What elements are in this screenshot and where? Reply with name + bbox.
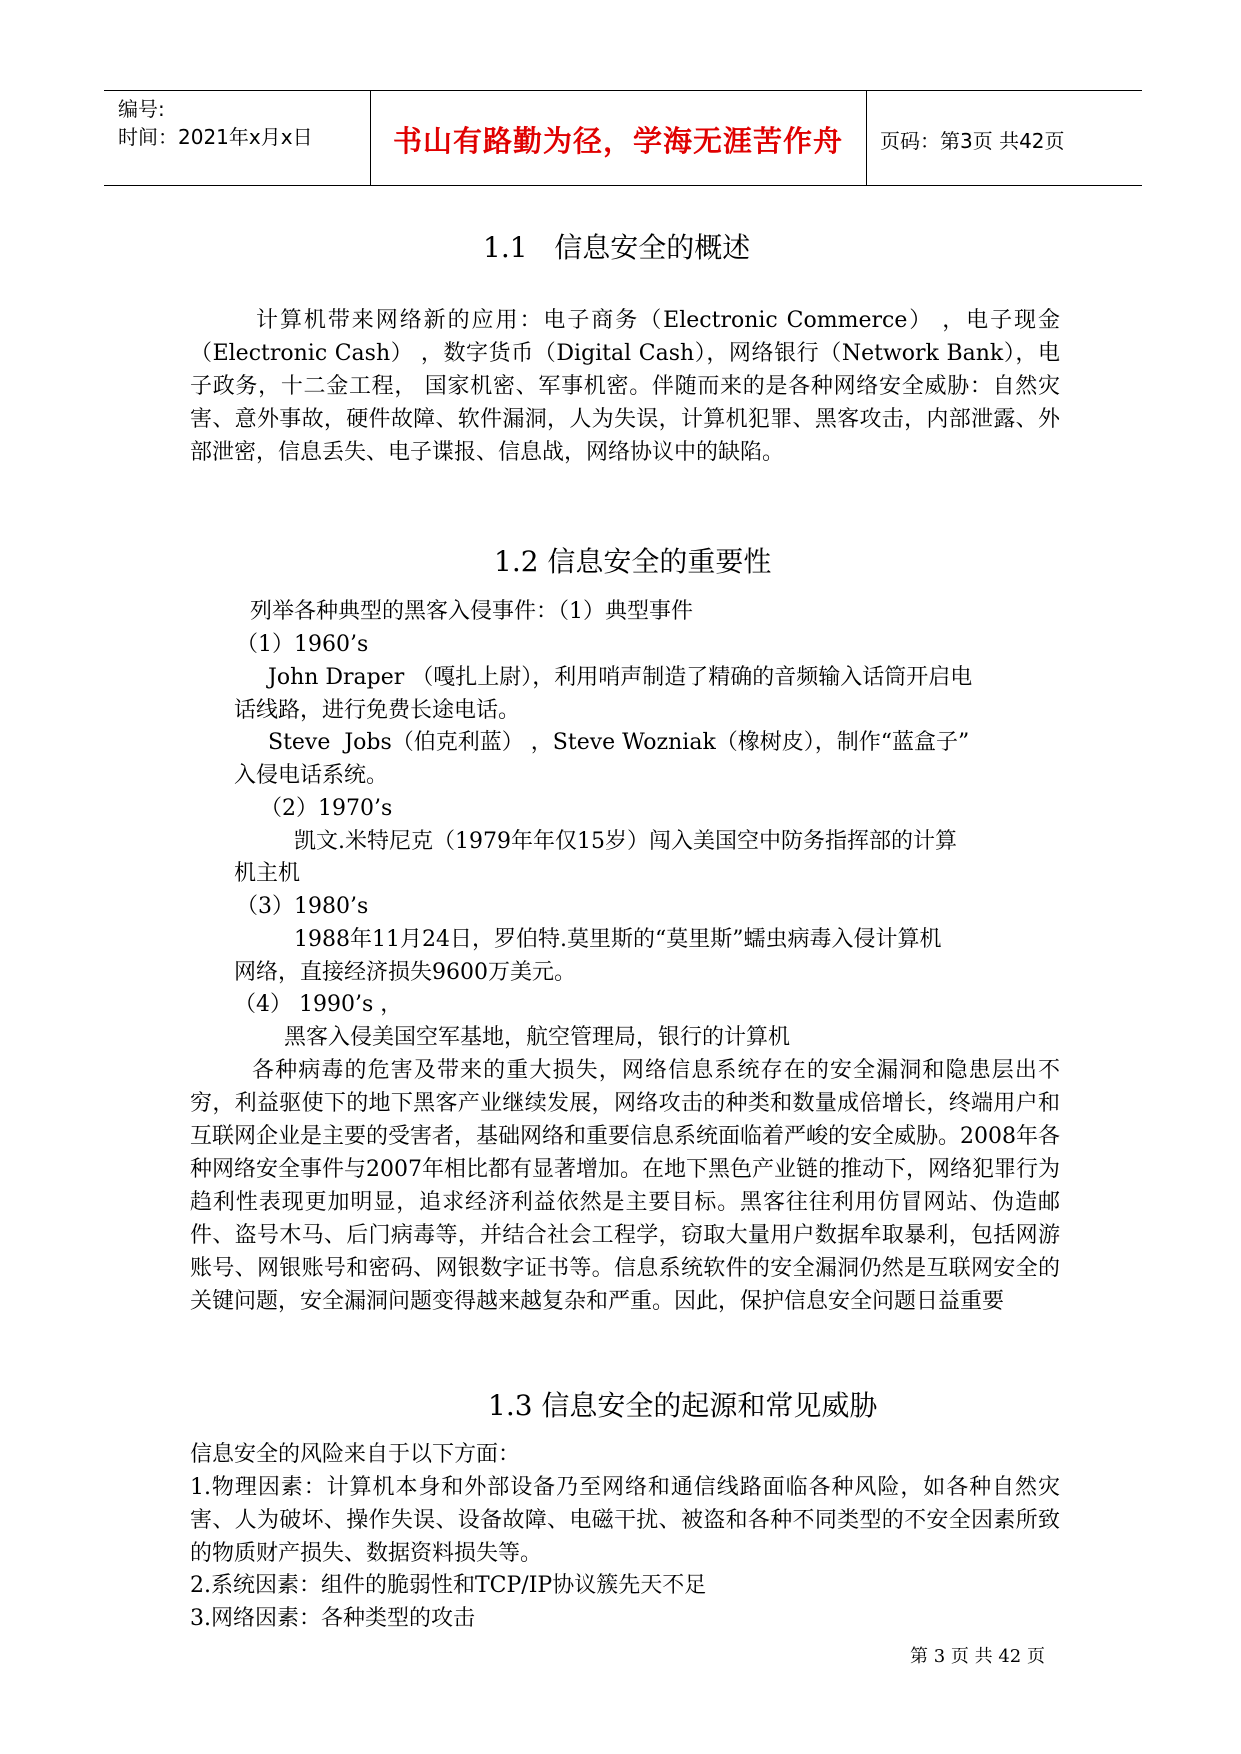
section-1-2-line-13: （4） 1990’s ， bbox=[234, 992, 403, 1017]
section-1-2-line-1: 列举各种典型的黑客入侵事件：（1）典型事件 bbox=[250, 599, 693, 624]
header-left-cell bbox=[104, 91, 371, 185]
section-1-2-line-14: 黑客入侵美国空军基地，航空管理局，银行的计算机 bbox=[284, 1025, 791, 1050]
section-1-3-item-2: 2.系统因素：组件的脆弱性和TCP/IP协议簇先天不足 bbox=[190, 1573, 707, 1598]
section-1-2-paragraph: 各种病毒的危害及带来的重大损失，网络信息系统存在的安全漏洞和隐患层出不穷，利益驱使下的地下黑客产业继续发展，网络攻击的种类和数量成倍增长，终端用户和互联网企业是主要的受害者，基础网络和重要信息系统面临着严峻的安全威胁。2008年各种网络安全事件与2007年相比都有显著增加。在地下黑色产业链的推动下，网络犯罪行为趋利性表现更加明显，追求经济利益依然是主要目标。黑客往往利用仿冒网站、伪造邮件、盗号木马、后门病毒等，并结合社会工程学，窃取大量用户数据牟取暴利，包括网游账号、网银账号和密码、网银数字证书等。信息系统软件的安全漏洞仍然是互联网安全的关键问题，安全漏洞问题变得越来越复杂和严重。因此，保护信息安全问题日益重要 bbox=[190, 1058, 1060, 1314]
section-heading-1-2: 1.2 信息安全的重要性 bbox=[494, 545, 772, 578]
document-time-label: 时间：2021年x月x日 bbox=[118, 125, 313, 149]
header-right-cell bbox=[866, 91, 1142, 185]
section-1-3-item-3: 3.网络因素：各种类型的攻击 bbox=[190, 1606, 475, 1631]
page-footer: 第 3 页 共 42 页 bbox=[910, 1646, 1045, 1667]
section-1-2-line-8: 凯文.米特尼克（1979年年仅15岁）闯入美国空中防务指挥部的计算 bbox=[294, 829, 957, 854]
header-middle-cell bbox=[370, 91, 867, 185]
section-1-3-item-1: 1.物理因素：计算机本身和外部设备乃至网络和通信线路面临各种风险，如各种自然灾害、人为破坏、操作失误、设备故障、电磁干扰、被盗和各种不同类型的不安全因素所致的物质财产损失、数据资料损失等。 bbox=[190, 1475, 1060, 1566]
section-1-2-line-12: 网络，直接经济损失9600万美元。 bbox=[234, 960, 576, 985]
document-number-label: 编号: bbox=[118, 97, 165, 121]
section-1-1-paragraph: 计算机带来网络新的应用：电子商务（Electronic Commerce） ，电子现金（Electronic Cash） ，数字货币（Digital Cash），网络银行（Network Bank），电子政务，十二金工程， 国家机密、军事机密。伴随而来的是各种网络安全威胁：自然灾害、意外事故，硬件故障、软件漏洞，人为失误，计算机犯罪、黑客攻击，内部泄露、外部泄密，信息丢失、电子谍报、信息战，网络协议中的缺陷。 bbox=[190, 308, 1060, 465]
section-1-2-line-5: Steve Jobs（伯克利蓝） ，Steve Wozniak（橡树皮），制作“蓝盒子” bbox=[268, 730, 970, 755]
page-header bbox=[104, 90, 1142, 186]
section-1-2-line-3: John Draper （嘎扎上尉），利用哨声制造了精确的音频输入话筒开启电 bbox=[268, 665, 973, 690]
section-1-2-line-9: 机主机 bbox=[234, 861, 301, 886]
section-1-3-intro: 信息安全的风险来自于以下方面： bbox=[190, 1442, 521, 1467]
section-heading-1-1: 1.1 信息安全的概述 bbox=[483, 231, 751, 264]
section-1-2-line-10: （3）1980’s bbox=[236, 894, 369, 919]
header-motto: 书山有路勤为径，学海无涯苦作舟 bbox=[392, 124, 843, 158]
section-1-2-line-2: （1）1960’s bbox=[236, 632, 369, 657]
section-1-2-line-4: 话线路，进行免费长途电话。 bbox=[234, 698, 521, 723]
section-1-2-line-11: 1988年11月24日，罗伯特.莫里斯的“莫里斯”蠕虫病毒入侵计算机 bbox=[294, 927, 942, 952]
section-1-2-line-7: （2）1970’s bbox=[260, 796, 393, 821]
section-heading-1-3: 1.3 信息安全的起源和常见威胁 bbox=[488, 1389, 878, 1422]
section-1-2-line-6: 入侵电话系统。 bbox=[234, 763, 389, 788]
header-page-label: 页码：第3页 共42页 bbox=[880, 129, 1065, 153]
